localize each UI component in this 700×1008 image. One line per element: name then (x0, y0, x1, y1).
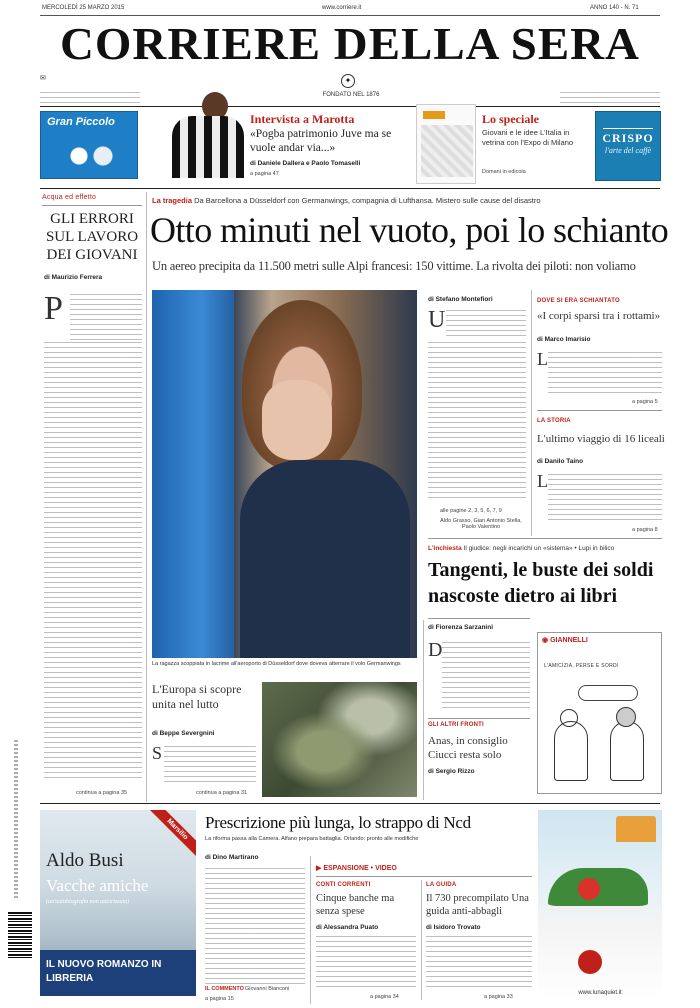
speciale-thumbnail[interactable] (416, 104, 476, 184)
right-mid-kicker: LA STORIA (537, 418, 571, 424)
right-top-page-ref: a pagina 5 (632, 399, 658, 405)
right-mid-page-ref: a pagina 8 (632, 527, 658, 533)
masthead-title: CORRIERE DELLA SERA (60, 18, 640, 69)
interview-quote: «Pogba patrimonio Juve ma se vuole andar via...» (250, 128, 392, 154)
lead-kicker-text: Da Barcellona a Düsseldorf con Germanwings, compagnia di Lufthansa. Mistero sulle cause del disastro (194, 196, 541, 205)
lead-photo-caption: La ragazza scoppiata in lacrime all'aeroporto di Düsseldorf dove doveva atterrare il volo Germanwings (152, 661, 401, 667)
prescrizione-author: di Dino Martirano (205, 854, 259, 861)
tangenti-sub-author: di Sergio Rizzo (428, 768, 475, 775)
lead-headline[interactable]: Otto minuti nel vuoto, poi lo schianto (150, 210, 669, 250)
giannelli-label (542, 636, 588, 644)
pogba-photo (152, 86, 244, 182)
giannelli-box (537, 632, 662, 794)
espansione-label (316, 864, 397, 872)
masthead-emblem: ✦ (341, 74, 355, 88)
espansione-label-text: ESPANSIONE • VIDEO (323, 865, 397, 872)
right-top-dropcap: L (537, 349, 548, 369)
left-col-page-ref: continua a pagina 35 (76, 790, 128, 796)
lead-author: di Stefano Montefiori (428, 296, 493, 303)
prescrizione-commentary-label: IL COMMENTO (205, 986, 244, 992)
espansione-right-text (426, 936, 532, 990)
espansione-left-headline[interactable]: Cinque banche ma senza spese (316, 893, 395, 917)
shoe-ad[interactable] (538, 810, 662, 1000)
prescrizione-page-ref: a pagina 15 (205, 996, 234, 1002)
shoe-ad-hut (616, 816, 656, 842)
right-mid-rule (428, 538, 662, 539)
right-teaser-ad[interactable] (595, 111, 661, 181)
prescrizione-divider (310, 856, 311, 1004)
masthead-founded: FONDATO NEL 1876 (322, 92, 380, 98)
lead-col-divider (531, 290, 532, 536)
europe-headline[interactable]: L'Europa si scopre unita nel lutto (152, 682, 242, 711)
right-mid-text (548, 474, 662, 524)
teaser-rule (40, 188, 660, 189)
prescrizione-subhead: La riforma passa alla Camera. Alfano prepara battaglia. Orlando: pronto alle modifiche (205, 836, 419, 842)
busi-ad[interactable] (40, 810, 196, 996)
busi-ad-subtitle: (un'autobiografia non autorizzata) (46, 899, 130, 905)
masthead-left-info (40, 92, 140, 106)
left-col-kicker-rule (42, 205, 142, 206)
right-ad-tagline: l'arte del caffè (604, 146, 652, 155)
tangenti-rule (428, 618, 530, 619)
lead-bottom-divider (423, 620, 424, 800)
giannelli-caption: L'AMICIZIA, PERSE E SORDI (544, 663, 619, 669)
masthead-edition: ANNO 140 - N. 71 (590, 5, 639, 11)
left-col-text-b (44, 342, 142, 782)
speciale-kicker[interactable]: Lo speciale (482, 112, 539, 126)
espansione-rule (316, 876, 532, 877)
lead-subhead: Un aereo precipita da 11.500 metri sulle Alpi francesi: 150 vittime. La rivolta dei piloti: non voliamo (152, 259, 636, 273)
interview-page-ref: a pagina 47 (250, 171, 279, 177)
crash-site-photo (262, 682, 417, 797)
left-col-text-a (70, 294, 142, 340)
tangenti-author: di Fiorenza Sarzanini (428, 624, 494, 631)
main-bottom-rule (40, 803, 660, 804)
busi-ad-author: Aldo Busi (46, 850, 124, 871)
masthead-date: MERCOLEDÌ 25 MARZO 2015 (42, 5, 125, 11)
tangenti-text (442, 642, 530, 712)
right-top-kicker: DOVE SI ERA SCHIANTATO (537, 298, 620, 304)
masthead-rule (40, 106, 660, 107)
lead-kicker: La tragedia (152, 196, 193, 205)
masthead-left-mark: ✉ (40, 75, 46, 82)
interview-authors: di Daniele Dallera e Paolo Tomaselli (250, 160, 361, 167)
right-top-headline[interactable]: «I corpi sparsi tra i rottami» (537, 310, 661, 322)
espansione-right-author: di Isidoro Trovato (426, 924, 481, 931)
left-col-dropcap: P (44, 290, 63, 327)
europe-author: di Beppe Severgnini (152, 730, 215, 737)
masthead-website[interactable]: www.corriere.it (322, 5, 362, 11)
right-mid-author: di Danilo Taino (537, 458, 584, 465)
tangenti-kicker-line (428, 545, 662, 552)
lead-contributors: Aldo Grasso, Gian Antonio Stella, Paolo Valentino (440, 518, 522, 530)
right-mid-headline[interactable]: L'ultimo viaggio di 16 liceali (537, 433, 665, 445)
lead-text-b (428, 342, 526, 502)
tangenti-kicker: L'inchiesta (428, 545, 462, 552)
lead-photo (152, 290, 417, 658)
tangenti-kicker-text: Il giudice: negli incarichi un «sistema» • Lupi in bilico (463, 545, 615, 552)
espansione-left-text (316, 936, 416, 990)
tangenti-sub-rule (428, 718, 530, 719)
margin-vertical-text (14, 740, 18, 900)
masthead-right-info (560, 92, 660, 106)
espansione-right-page-ref: a pagina 33 (484, 994, 513, 1000)
busi-ad-title: Vacche amiche (46, 876, 149, 895)
left-ad-graphic (61, 142, 121, 170)
tangenti-headline[interactable]: Tangenti, le buste dei soldi nascoste dietro ai libri (428, 559, 654, 607)
left-col-headline[interactable]: GLI ERRORI SUL LAVORO DEI GIOVANI (45, 211, 139, 263)
tangenti-sub-kicker: GLI ALTRI FRONTI (428, 722, 484, 728)
espansione-right-kicker: LA GUIDA (426, 882, 457, 888)
giannelli-icon: ◉ (542, 637, 549, 644)
speciale-text: Giovani e le idee L'Italia in vetrina con l'Expo di Milano (482, 128, 574, 147)
shoe-ad-shoe (548, 868, 648, 912)
interview-kicker[interactable]: Intervista a Marotta (250, 112, 355, 126)
top-rule (40, 15, 660, 16)
giannelli-drawing (550, 681, 650, 785)
busi-ad-badge: Marsilio (147, 810, 196, 860)
espansione-left-kicker: CONTI CORRENTI (316, 882, 371, 888)
espansione-left-page-ref: a pagina 34 (370, 994, 399, 1000)
europe-page-ref: continua a pagina 31 (196, 790, 248, 796)
prescrizione-text (205, 868, 305, 984)
prescrizione-headline[interactable]: Prescrizione più lunga, lo strappo di Ncd (205, 813, 471, 832)
shoe-ad-logo (578, 950, 602, 974)
right-top-author: di Marco Imarisio (537, 336, 591, 343)
left-col-kicker: Acqua ed effetto (42, 194, 97, 201)
right-top-rule (537, 410, 662, 411)
espansione-left-author: di Alessandra Puato (316, 924, 379, 931)
speciale-page-ref: Domani in edicola (482, 169, 526, 175)
left-teaser-ad[interactable] (40, 111, 138, 179)
giannelli-label-text: GIANNELLI (550, 637, 588, 644)
left-ad-text: Gran Piccolo (47, 116, 115, 128)
espansione-right-headline[interactable]: Il 730 precompilato Una guida anti-abbagli (426, 893, 529, 917)
espansione-icon: ▶ (316, 865, 322, 872)
lead-continued: alle pagine 2, 3, 5, 6, 7, 9 (440, 508, 502, 514)
shoe-ad-footer: www.lunaquiet.it (578, 990, 622, 996)
right-ad-brand: CRISPO (602, 131, 654, 145)
barcode (8, 912, 32, 960)
lead-kicker-line (152, 196, 662, 205)
lead-dropcap: U (428, 307, 446, 333)
right-mid-dropcap: L (537, 471, 548, 491)
busi-ad-banner: IL NUOVO ROMANZO IN LIBRERIA (40, 950, 196, 996)
tangenti-dropcap: D (428, 639, 443, 661)
lead-text-a (446, 310, 526, 340)
prescrizione-commentary-author: Giovanni Bianconi (245, 986, 290, 992)
tangenti-sub-headline[interactable]: Anas, in consiglio Ciucci resta solo (428, 735, 508, 761)
europe-text (164, 746, 256, 784)
right-top-text (548, 352, 662, 396)
left-col-author: di Maurizio Ferrera (44, 274, 103, 281)
right-ad-emblem (603, 119, 653, 129)
europe-dropcap: S (152, 743, 163, 763)
espansione-divider (421, 880, 422, 1000)
left-col-divider (146, 192, 147, 802)
